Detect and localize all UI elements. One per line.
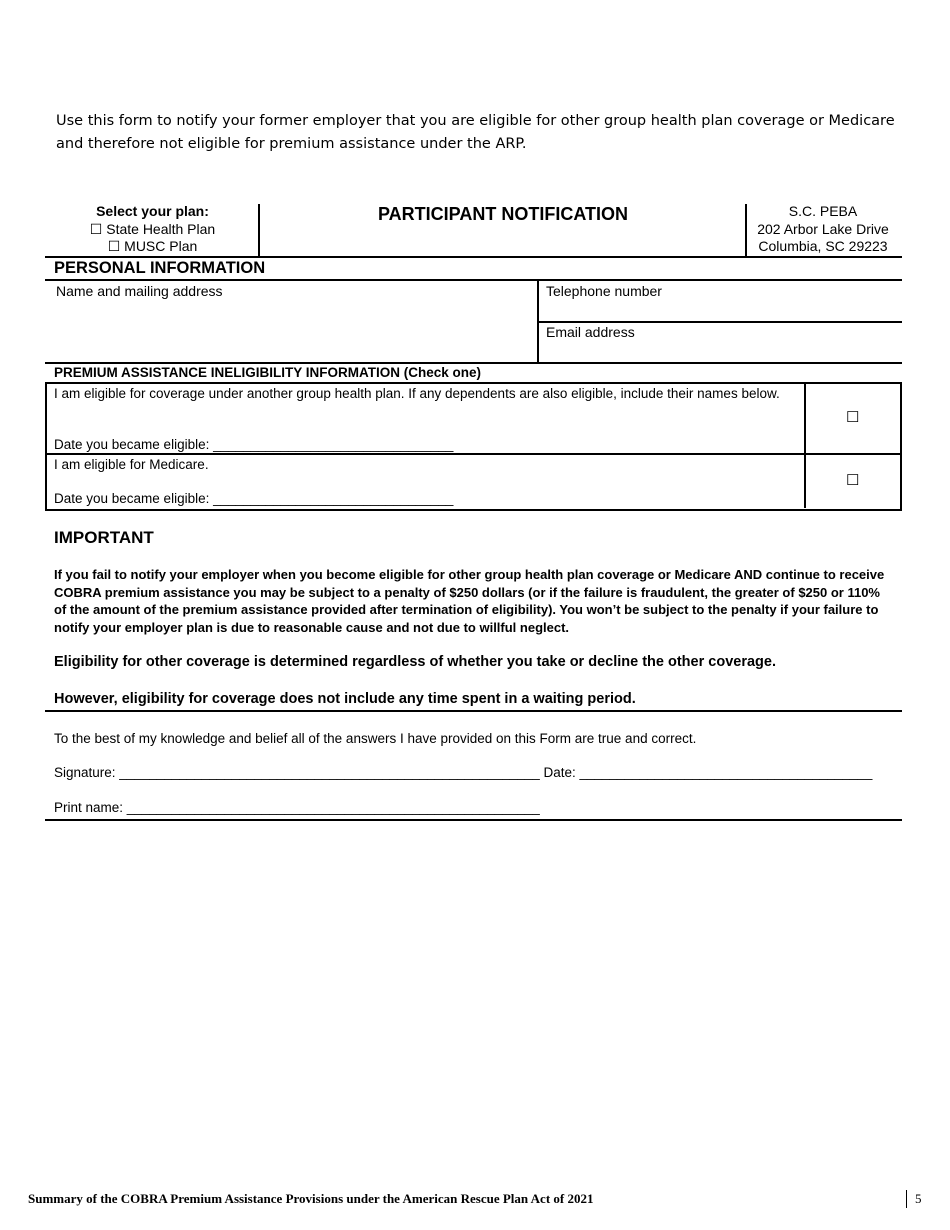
plan-option-musc[interactable] (46, 238, 259, 256)
plan-option-state-health[interactable] (46, 221, 259, 239)
divider (45, 362, 902, 364)
page-number: 5 (915, 1191, 922, 1206)
divider (45, 453, 902, 455)
checkbox-medicare[interactable]: ☐ (846, 472, 860, 489)
name-address-field[interactable]: Name and mailing address (56, 283, 223, 299)
plan-option-label: MUSC Plan (124, 238, 198, 254)
divider (45, 279, 902, 281)
telephone-field[interactable]: Telephone number (546, 283, 662, 299)
address-line: S.C. PEBA (788, 203, 858, 219)
option-other-plan-text: I am eligible for coverage under another group health plan. If any dependents are also eligible, include their names below. (54, 386, 780, 401)
certification-statement: To the best of my knowledge and belief all of the answers I have provided on this Form are true and correct. (54, 731, 697, 746)
important-heading: IMPORTANT (54, 528, 154, 547)
divider (804, 383, 806, 508)
print-name-field[interactable]: Print name: _______________________________________________________ (54, 800, 540, 815)
checkbox-other-plan[interactable]: ☐ (846, 409, 860, 426)
form-title: PARTICIPANT NOTIFICATION (378, 204, 628, 224)
address-line: 202 Arbor Lake Drive (757, 220, 889, 237)
divider (45, 256, 902, 258)
divider (745, 204, 747, 257)
waiting-period-note: However, eligibility for coverage does not include any time spent in a waiting period. (54, 691, 636, 707)
divider (538, 321, 902, 323)
plan-option-label: State Health Plan (106, 220, 216, 237)
other-plan-date-field[interactable]: Date you became eligible: ________________________________ (54, 437, 454, 452)
plan-select-label: Select your plan: (96, 203, 209, 219)
email-field[interactable]: Email address (546, 324, 635, 340)
eligibility-note: Eligibility for other coverage is determined regardless of whether you take or decline the other coverage. (54, 654, 776, 670)
option-medicare-text: I am eligible for Medicare. (54, 457, 209, 472)
checkbox-icon[interactable]: ☐ (89, 220, 103, 237)
checkbox-icon[interactable]: ☐ (107, 238, 121, 254)
penalty-notice: If you fail to notify your employer when you become eligible for other group health plan coverage or Medicare AND continue to receive COBRA premium assistance you may be subject to a penalty of $250 dollars (or if the failure is fraudulent, the greater of $250 or 110% of the amount of the premium assistance provided after termination of eligibility). You won’t be subject to the penalty if your failure to notify your employer plan is due to reasonable cause and not due to willful neglect. (54, 567, 885, 635)
footer-text: Summary of the COBRA Premium Assistance Provisions under the American Rescue Plan Act of 2021 (28, 1191, 594, 1206)
ineligibility-heading: PREMIUM ASSISTANCE INELIGIBILITY INFORMATION (Check one) (54, 365, 482, 380)
footer-separator (906, 1190, 907, 1208)
signature-date-field[interactable]: Signature: ________________________________________________________ Date: _______________________________________ (54, 765, 873, 780)
personal-info-heading: PERSONAL INFORMATION (54, 259, 266, 277)
mailing-address (748, 203, 898, 256)
medicare-date-field[interactable]: Date you became eligible: ________________________________ (54, 491, 454, 506)
plan-selector (46, 203, 259, 256)
divider (45, 819, 902, 821)
divider (45, 710, 902, 712)
intro-text: Use this form to notify your former employer that you are eligible for other group health plan coverage or Medicare and therefore not eligible for premium assistance under the ARP. (56, 113, 895, 152)
address-line: Columbia, SC 29223 (758, 238, 888, 254)
divider (258, 204, 260, 257)
